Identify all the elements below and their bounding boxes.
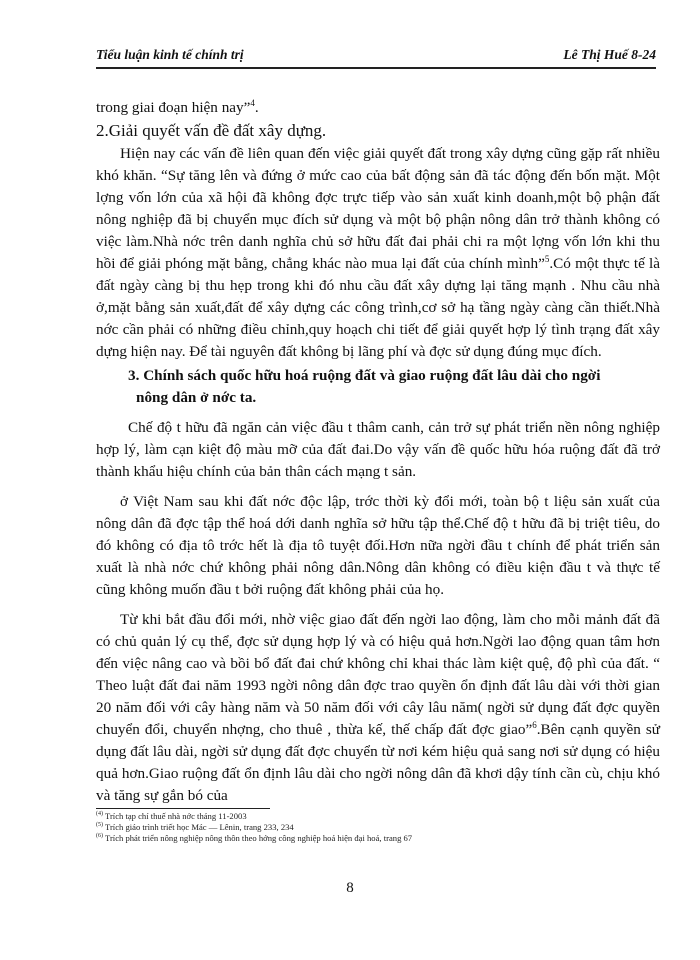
page-number: 8 xyxy=(346,880,354,896)
footnote-ref: 4 xyxy=(250,97,255,108)
header-title: Tiểu luận kinh tế chính trị xyxy=(96,47,244,62)
section-heading-3: 3. Chính sách quốc hữu hoá ruộng đất và giao ruộng đất lâu dài cho ngời xyxy=(128,367,601,384)
paragraph: Từ khi bắt đầu đổi mới, nhờ việc giao đất đến ngời lao động, làm cho mỗi mảnh đất đã có chủ quản lý cụ thể, đợc sử dụng hợp lý và có hiệu quả hơn.Ngời lao động quan tâm hơn đến việc nâng cao và bồi bổ đất đai chứ không chỉ khai thác làm kiệt quệ, độ phì của đất. “ Theo luật đất đai năm 1993 ngời nông dân đợc trao quyền ổn định đất lâu dài với thời gian 20 năm đối với cây hàng năm và 50 năm đối với cây lâu năm( ngời sử dụng đất đợc quyền chuyển đổi, chuyển nhợng, cho thuê , thừa kế, thế chấp đất đợc giao”$^6$.Bên cạnh quyền sử dụng đất lâu dài, ngời sử dụng đất đợc chuyển từ nơi kém hiệu quả sang nơi sử dụng có hiệu quả hơn.Giao ruộng đất ổn định lâu dài cho ngời nông dân đã khơi dậy tính cần cù, chịu khó và tăng sự gắn bó của xyxy=(96,611,660,804)
paragraph: Hiện nay các vấn đề liên quan đến việc giải quyết đất trong xây dựng cũng gặp rất nhiều khó khăn. “Sự tăng lên và đứng ở mức cao của bất động sản đã tác động đến bốn mặt. Một lợng vốn lớn của xã hội đã không đợc trực tiếp vào sản xuất kinh doanh,một bộ phận đất nông nghiệp đã bị chuyển mục đích sử dụng và một bộ phận nông dân trở thành không có việc làm.Nhà nớc trên danh nghĩa chủ sở hữu đất đai phải chi ra một lợng vốn lớn khi thu hồi để giải phóng mặt bằng, chẳng khác nào mua lại đất của chính mình”$^5$.Có một thực tế là đất ngày càng bị thu hẹp trong khi đó nhu cầu đất xây dựng lại tăng mạnh . Nhu cầu nhà ở,mặt bằng sản xuất,đất để xây dựng các công trình,cơ sở hạ tầng ngày càng cần thiết.Nhà nớc cần phải có những điều chỉnh,quy hoạch chi tiết để giải quyết hợp lý tình trạng đất xây dựng hiện nay. Để tài nguyên đất không bị lãng phí và đợc sử dụng đúng mục đích. xyxy=(96,145,660,360)
footnote-divider xyxy=(96,808,270,809)
paragraph: ở Việt Nam sau khi đất nớc độc lập, trớc thời kỳ đổi mới, toàn bộ t liệu sản xuất của nông dân đã đợc tập thể hoá dới danh nghĩa sở hữu tập thể.Chế độ t hữu đã bị triệt tiêu, do đó không có địa tô trớc hết là địa tô tuyệt đối.Hơn nữa ngời đầu t chính để phát triển sản xuất là nhà nớc chứ không phải nông dân.Nông dân không có điều kiện đầu t và thực tế cũng không muốn đầu t bởi ruộng đất không phải của họ. xyxy=(96,493,660,598)
footnotes xyxy=(96,808,660,844)
section-heading-3-cont: nông dân ở nớc ta. xyxy=(136,389,257,406)
footnote: $^{(4)}$ Trích tạp chí thuế nhà nớc tháng 11-2003 xyxy=(96,811,247,821)
section-heading-2: 2.Giải quyết vấn đề đất xây dựng. xyxy=(96,121,327,140)
footnote-ref: 5 xyxy=(544,253,550,264)
document-body xyxy=(96,97,660,807)
paragraph-continuation: trong giai đoạn hiện nay”$^4$. xyxy=(96,97,259,116)
footnote: $^{(5)}$ Trích giáo trình triết học Mác — Lênin, trang 233, 234 xyxy=(96,822,294,832)
footnote: $^{(6)}$ Trích phát triển nông nghiệp nông thôn theo hớng công nghiệp hoá hiện đại hoá, trang 67 xyxy=(96,833,413,843)
footnote-ref: 6 xyxy=(532,719,537,730)
page-header xyxy=(96,45,656,69)
paragraph: Chế độ t hữu đã ngăn cản việc đầu t thâm canh, cản trở sự phát triển nền nông nghiệp hợp lý, làm cạn kiệt độ màu mỡ của đất đai.Do vậy vấn đề quốc hữu hóa ruộng đất đã trở thành khẩu hiệu chính của bản thân cách mạng t sản. xyxy=(96,419,660,480)
header-author: Lê Thị Huế 8-24 xyxy=(563,47,656,62)
